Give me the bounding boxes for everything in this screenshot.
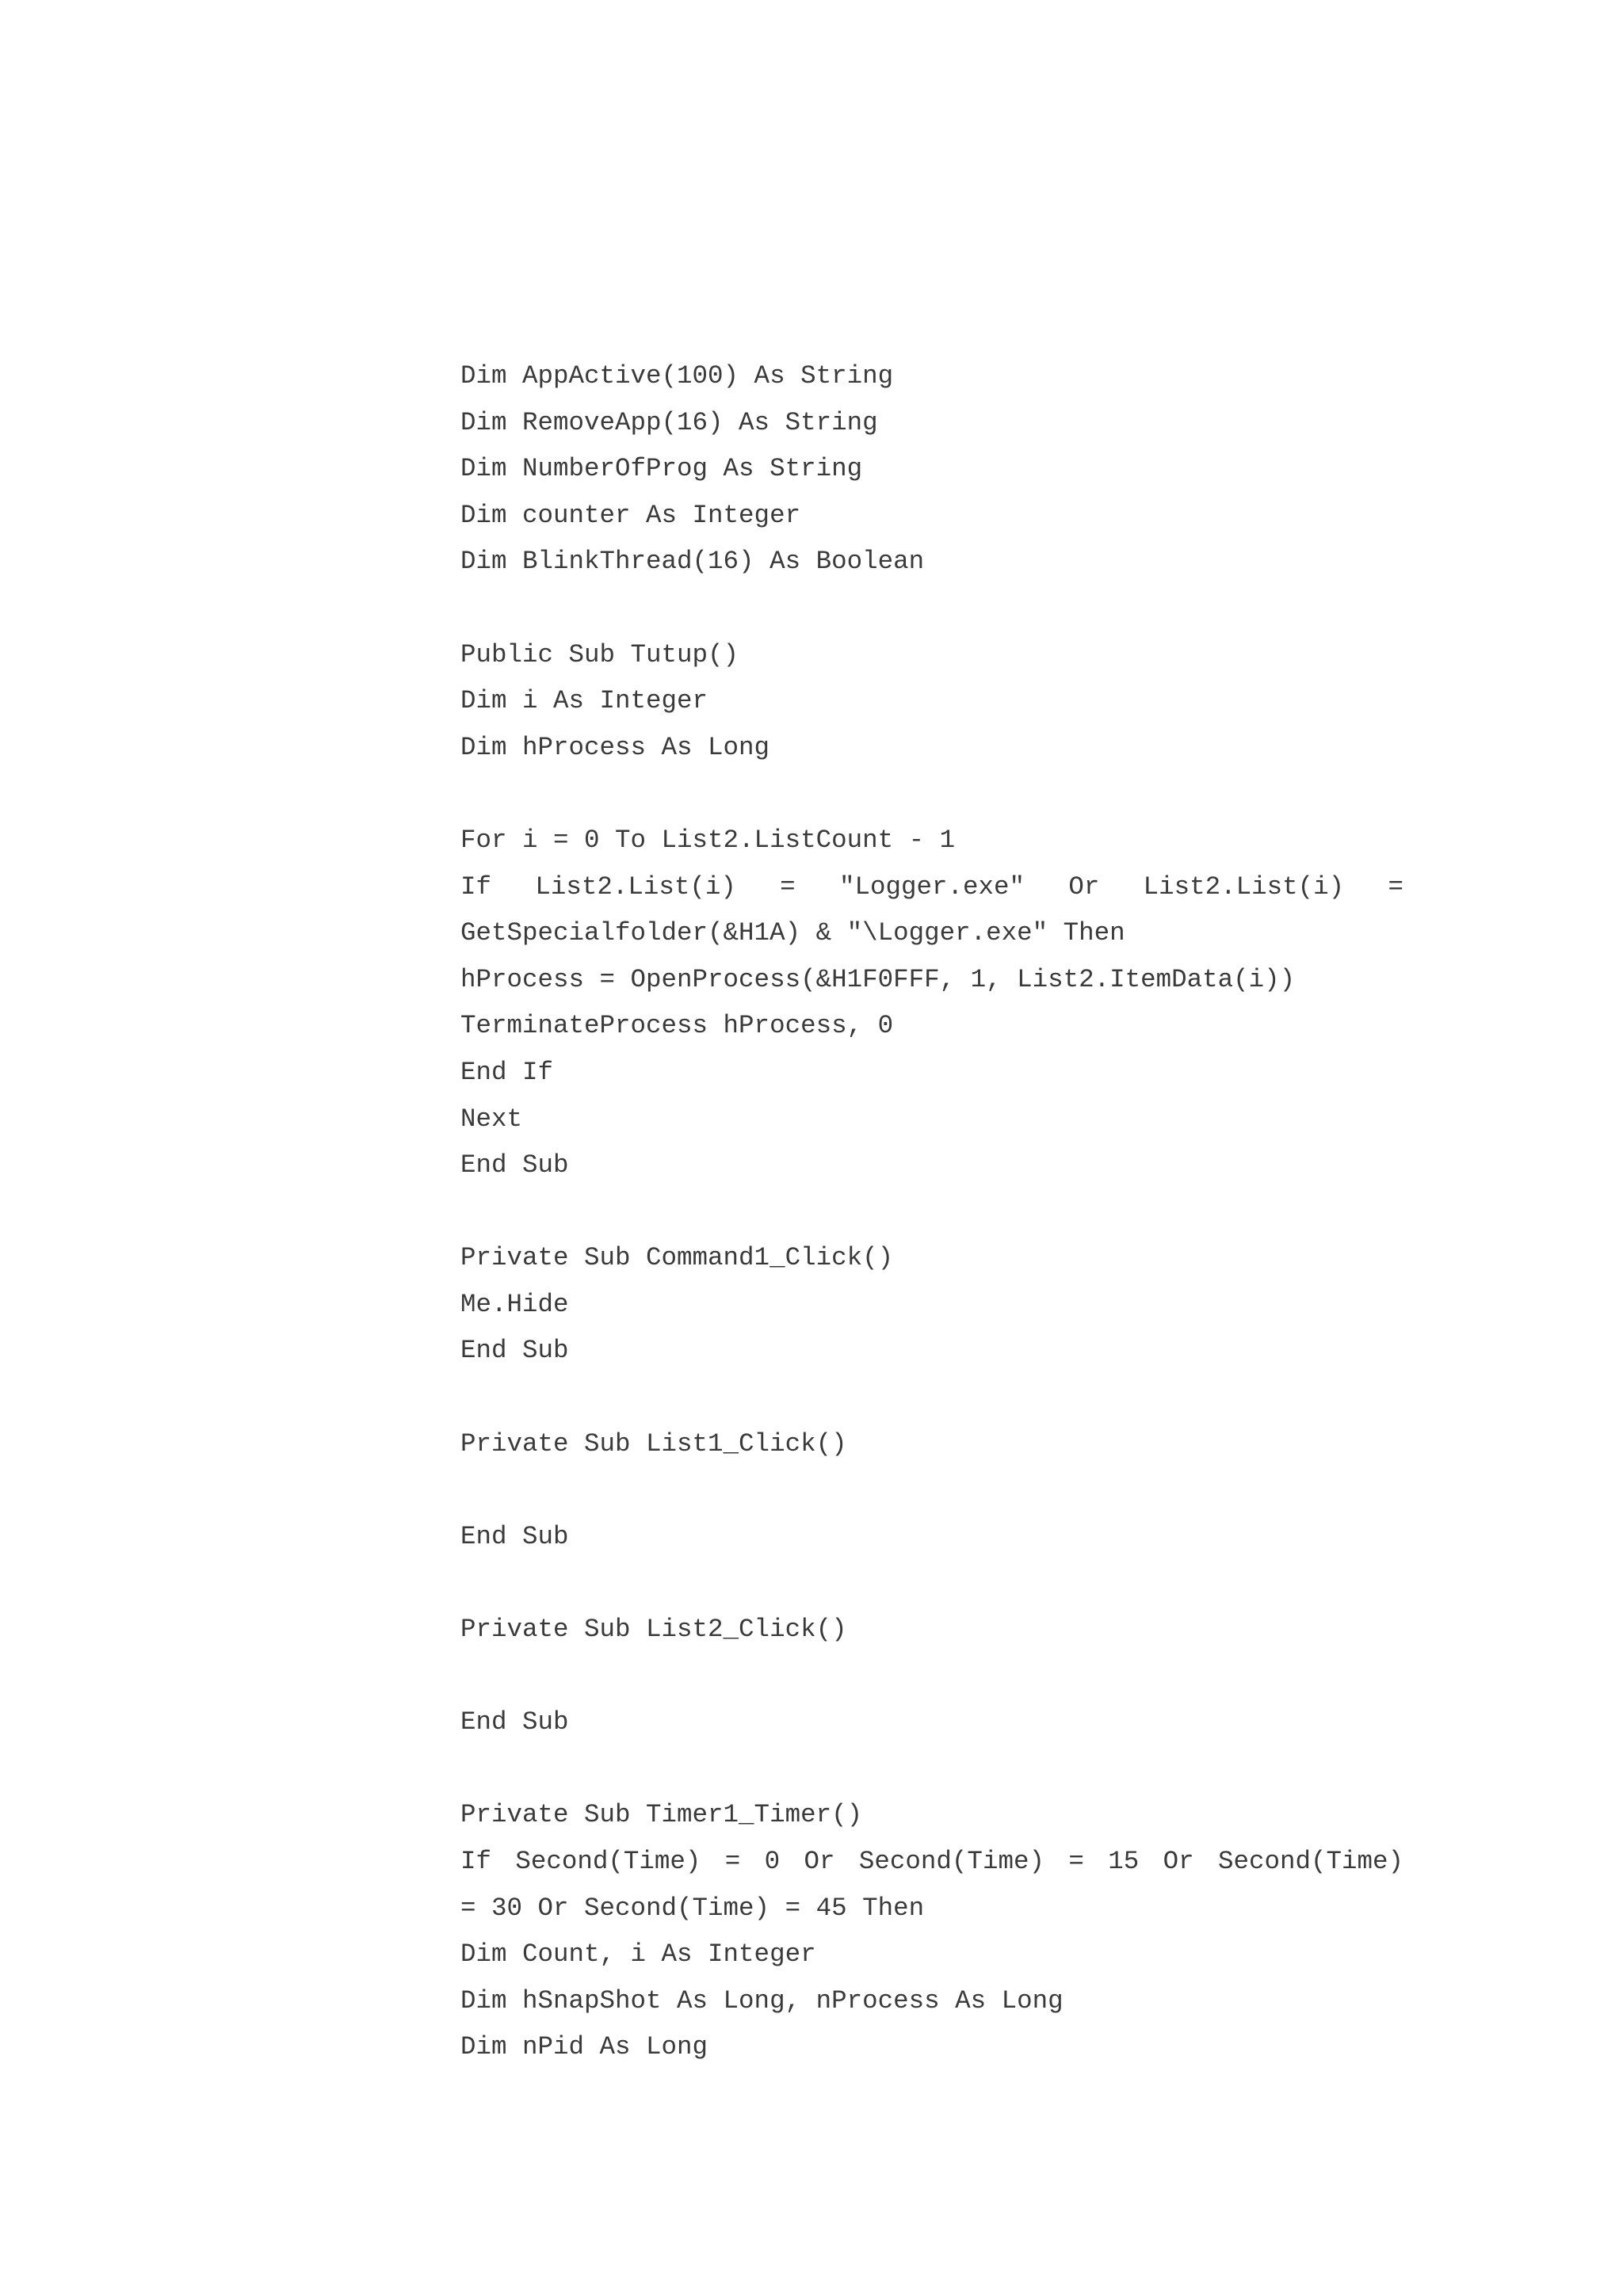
code-line: Dim NumberOfProg As String bbox=[460, 454, 863, 484]
code-line: Dim BlinkThread(16) As Boolean bbox=[460, 547, 925, 577]
code-line: Dim counter As Integer bbox=[460, 500, 801, 530]
code-line: hProcess = OpenProcess(&H1F0FFF, 1, List2.ItemData(i)) bbox=[460, 964, 1296, 994]
code-line: Private Sub List2_Click() bbox=[460, 1615, 847, 1645]
code-line: Private Sub List1_Click() bbox=[460, 1428, 847, 1459]
code-line: TerminateProcess hProcess, 0 bbox=[460, 1011, 894, 1041]
code-line: Dim hSnapShot As Long, nProcess As Long bbox=[460, 1985, 1064, 2016]
blank-line bbox=[460, 771, 1403, 818]
code-line: For i = 0 To List2.ListCount - 1 bbox=[460, 825, 956, 855]
code-line: End Sub bbox=[460, 1521, 569, 1551]
code-line: Public Sub Tutup() bbox=[460, 639, 739, 669]
blank-line bbox=[460, 1560, 1403, 1607]
blank-line bbox=[460, 1467, 1403, 1514]
code-line: Dim i As Integer bbox=[460, 686, 708, 716]
code-line: = 30 Or Second(Time) = 45 Then bbox=[460, 1893, 925, 1923]
code-line: Dim hProcess As Long bbox=[460, 732, 770, 762]
code-line-justified: If List2.List(i) = "Logger.exe" Or List2.List(i) = bbox=[460, 871, 1403, 902]
code-line: Dim AppActive(100) As String bbox=[460, 361, 894, 391]
blank-line bbox=[460, 585, 1403, 632]
code-line: End Sub bbox=[460, 1336, 569, 1366]
code-line: End If bbox=[460, 1057, 554, 1087]
blank-line bbox=[460, 1653, 1403, 1700]
code-line: Next bbox=[460, 1104, 523, 1134]
blank-line bbox=[460, 1375, 1403, 1421]
code-line-justified: If Second(Time) = 0 Or Second(Time) = 15 Or Second(Time) bbox=[460, 1847, 1403, 1876]
code-listing bbox=[460, 353, 1403, 2071]
code-line: Private Sub Timer1_Timer() bbox=[460, 1800, 863, 1830]
code-line: Private Sub Command1_Click() bbox=[460, 1243, 894, 1273]
blank-line bbox=[460, 1746, 1403, 1793]
code-line: GetSpecialfolder(&H1A) & "\Logger.exe" Then bbox=[460, 918, 1125, 948]
code-line: Dim Count, i As Integer bbox=[460, 1939, 816, 1970]
code-line: End Sub bbox=[460, 1150, 569, 1180]
blank-line bbox=[460, 1189, 1403, 1236]
code-line: Dim nPid As Long bbox=[460, 2032, 708, 2062]
code-line: Me.Hide bbox=[460, 1289, 569, 1319]
code-line: End Sub bbox=[460, 1707, 569, 1737]
code-line: Dim RemoveApp(16) As String bbox=[460, 407, 878, 437]
